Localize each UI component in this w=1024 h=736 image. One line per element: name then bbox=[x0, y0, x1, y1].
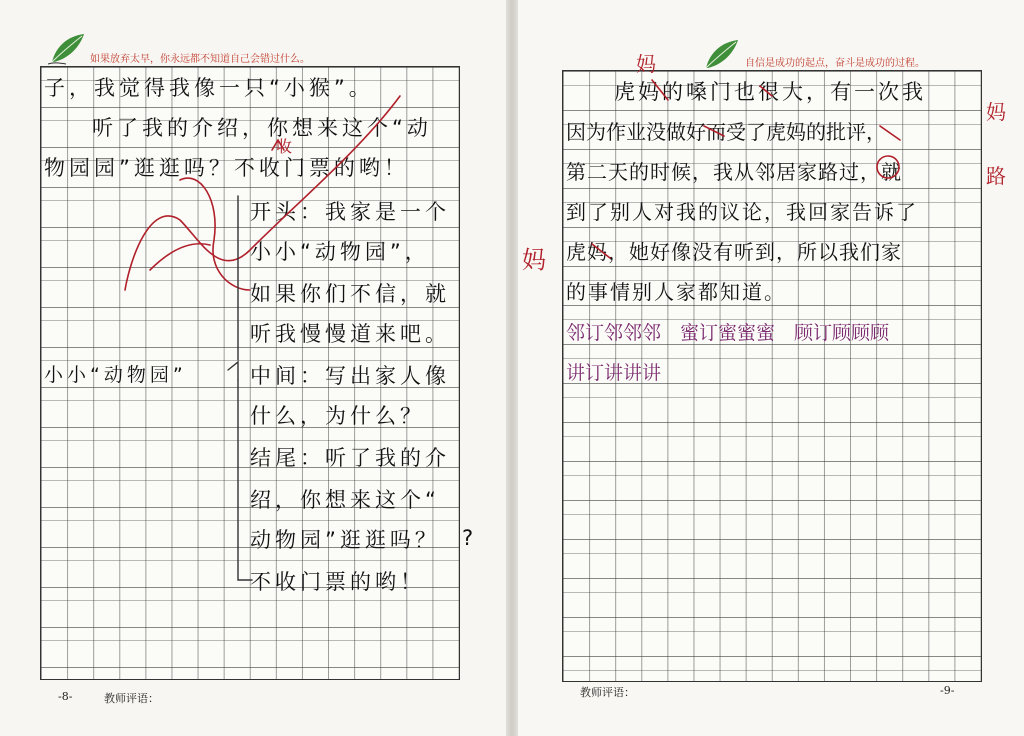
left-motto-text: 如果放弃太早，你永远都不知道自己会错过什么。 bbox=[90, 54, 310, 65]
book-spine bbox=[506, 0, 518, 736]
right-teacher-comment-label: 教师评语： bbox=[580, 686, 635, 699]
correction-lu-right: 路 bbox=[986, 164, 1006, 188]
left-line-13: 动物园”逛逛吗？ bbox=[250, 528, 440, 552]
left-line-5: 小小“动物园”， bbox=[250, 240, 430, 264]
left-line-14: 不收门票的哟！ bbox=[250, 570, 425, 594]
left-line-9: 中间：写出家人像 bbox=[250, 364, 450, 388]
left-line-2: 听了我的介绍，你想来这个“动 bbox=[92, 116, 432, 140]
right-line-3: 第二天的时候，我从邻居家路过，就 bbox=[566, 160, 902, 184]
right-practice-line-2: 讲订讲讲讲 bbox=[566, 362, 662, 384]
left-motto bbox=[90, 50, 310, 65]
left-line-8: 小小“动物园” bbox=[44, 364, 187, 386]
right-page-number: -9- bbox=[940, 684, 955, 697]
right-motto-text: 自信是成功的起点，奋斗是成功的过程。 bbox=[745, 58, 925, 69]
left-line-4: 开头：我家是一个 bbox=[250, 200, 450, 224]
left-teacher-comment-label: 教师评语： bbox=[104, 692, 159, 705]
right-line-4: 到了别人对我的议论，我回家告诉了 bbox=[566, 200, 918, 224]
left-page-number: -8- bbox=[58, 690, 73, 703]
right-line-5: 虎妈，她好像没有听到，所以我们家 bbox=[566, 240, 902, 264]
left-line-7: 听我慢慢道来吧。 bbox=[250, 322, 450, 346]
right-line-6: 的事情别人家都知道。 bbox=[566, 280, 786, 304]
leaf-icon bbox=[700, 38, 746, 72]
left-line-12: 绍，你想来这个“ bbox=[250, 488, 440, 512]
correction-ma-right: 妈 bbox=[986, 100, 1006, 124]
leaf-icon bbox=[46, 32, 92, 66]
right-practice-line-1: 邻订邻邻邻 蜜订蜜蜜蜜 顾订顾顾顾 bbox=[566, 322, 890, 344]
right-line-2: 因为作业没做好而受了虎妈的批评， bbox=[566, 120, 886, 144]
correction-shou: 收 bbox=[276, 137, 293, 156]
left-line-11: 结尾：听了我的介 bbox=[250, 446, 450, 470]
left-line-3: 物园园”逛逛吗？不收门票的哟！ bbox=[44, 156, 409, 180]
right-line-1: 虎妈的嗓门也很大，有一次我 bbox=[614, 80, 926, 104]
left-line-6: 如果你们不信，就 bbox=[250, 282, 450, 306]
question-mark: ? bbox=[462, 526, 474, 550]
right-motto bbox=[745, 54, 925, 69]
left-line-10: 什么，为什么？ bbox=[250, 404, 425, 428]
correction-ma-left: 妈 bbox=[522, 246, 546, 274]
correction-ma-top: 妈 bbox=[636, 52, 656, 76]
left-line-1: 子，我觉得我像一只“小猴”。 bbox=[44, 76, 374, 100]
